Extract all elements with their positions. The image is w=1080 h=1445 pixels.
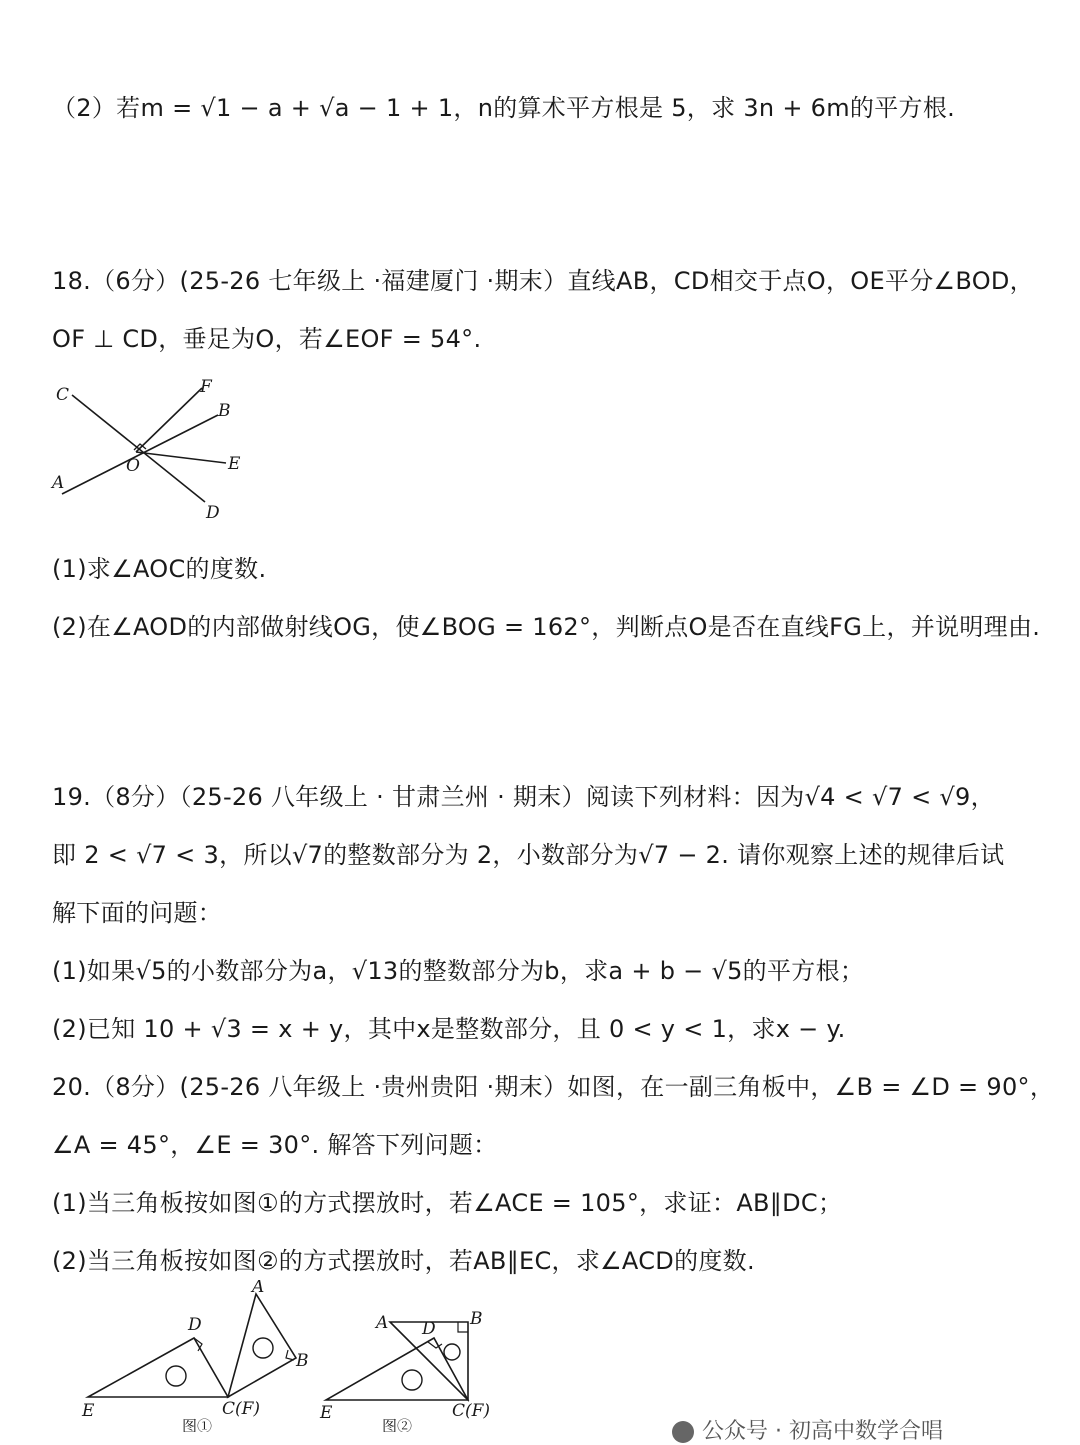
circle-hole-2 xyxy=(253,1338,273,1358)
right-angle-b xyxy=(458,1322,468,1332)
q19-part1: (1)如果√5的小数部分为a，√13的整数部分为b，求a + b − √5的平方根； xyxy=(52,957,865,985)
triangle-30 xyxy=(326,1338,468,1400)
ray-of xyxy=(136,388,202,452)
q19-line2: 即 2 < √7 < 3，所以√7的整数部分为 2，小数部分为√7 − 2. 请你观察上述的规律后试 xyxy=(52,841,1005,869)
q20-part2: (2)当三角板按如图②的方式摆放时，若AB∥EC，求∠ACD的度数. xyxy=(52,1247,755,1275)
q20-line2: ∠A = 45°，∠E = 30°. 解答下列问题： xyxy=(52,1131,498,1159)
q20-figure-2 xyxy=(316,1300,516,1432)
watermark-text: 公众号 · 初高中数学合唱 xyxy=(702,1419,943,1444)
label-f: F xyxy=(200,377,212,397)
label-d: D xyxy=(188,1315,202,1335)
circle-hole-1 xyxy=(166,1366,186,1386)
label-a: A xyxy=(252,1280,265,1297)
q20-part1: (1)当三角板按如图①的方式摆放时，若∠ACE = 105°，求证：AB∥DC； xyxy=(52,1189,843,1217)
label-a: A xyxy=(376,1313,389,1333)
caption-fig2: 图② xyxy=(382,1417,413,1432)
label-b: B xyxy=(296,1351,309,1371)
label-b: B xyxy=(218,401,231,421)
q18-part2: (2)在∠AOD的内部做射线OG，使∠BOG = 162°，判断点O是否在直线FG上，并说明理由. xyxy=(52,613,1041,641)
q20-line1: 20.（8分）(25-26 八年级上 ·贵州贵阳 ·期末）如图，在一副三角板中，∠B = ∠D = 90°， xyxy=(52,1073,1055,1101)
q19-line1: 19.（8分）（25-26 八年级上 · 甘肃兰州 · 期末）阅读下列材料：因为√4 < √7 < √9， xyxy=(52,783,995,811)
q19-line3: 解下面的问题： xyxy=(52,899,223,927)
label-e: E xyxy=(320,1403,333,1423)
triangle-30 xyxy=(88,1338,228,1397)
label-d: D xyxy=(422,1319,436,1339)
q17-part2: （2）若m = √1 − a + √a − 1 + 1，n的算术平方根是 5，求 3n + 6m的平方根. xyxy=(52,94,956,122)
q18-part1: (1)求∠AOC的度数. xyxy=(52,555,267,583)
q18-line2: OF ⊥ CD，垂足为O，若∠EOF = 54°. xyxy=(52,325,482,353)
label-e: E xyxy=(82,1401,95,1421)
q18-figure xyxy=(40,370,270,530)
watermark-logo-icon xyxy=(672,1421,694,1443)
q20-figure-1 xyxy=(76,1280,326,1432)
label-d: D xyxy=(206,503,220,523)
q18-line1: 18.（6分）(25-26 七年级上 ·福建厦门 ·期末）直线AB，CD相交于点O，OE平分∠BOD， xyxy=(52,267,1034,295)
circle-hole-1 xyxy=(402,1370,422,1390)
label-cf: C(F) xyxy=(222,1399,261,1419)
q19-part2: (2)已知 10 + √3 = x + y，其中x是整数部分，且 0 < y < 1，求x − y. xyxy=(52,1015,846,1043)
label-b: B xyxy=(470,1309,483,1329)
label-e: E xyxy=(228,454,241,474)
label-c: C xyxy=(56,385,70,405)
circle-hole-2 xyxy=(444,1344,460,1360)
label-a: A xyxy=(52,473,65,493)
label-cf: C(F) xyxy=(452,1401,491,1421)
line-ab xyxy=(62,415,218,494)
caption-fig1: 图① xyxy=(182,1417,213,1432)
label-o: O xyxy=(126,456,140,476)
triangle-45 xyxy=(228,1294,296,1397)
watermark xyxy=(672,1414,943,1445)
